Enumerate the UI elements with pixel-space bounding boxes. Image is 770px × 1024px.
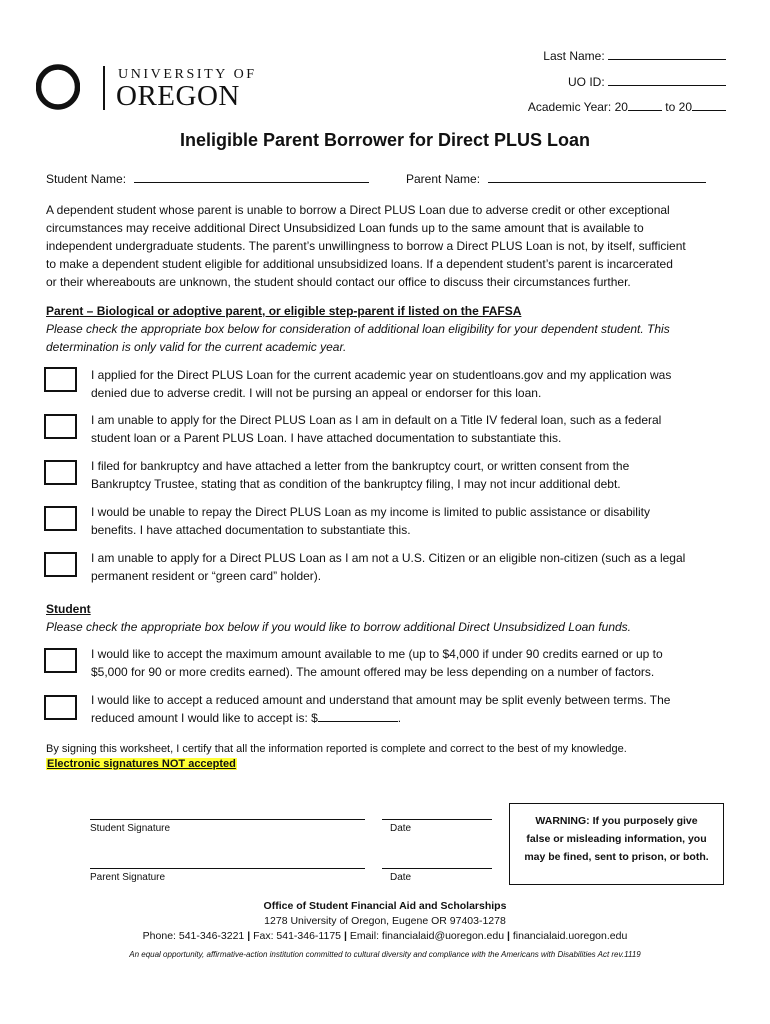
- academic-year-to-label: to 20: [665, 100, 692, 114]
- option-line: $5,000 for 90 or more credits earned). The amount offered may be less depending on a number of factors.: [91, 665, 655, 679]
- parent-section-header: [46, 302, 726, 356]
- student-option-1-checkbox[interactable]: [44, 648, 77, 673]
- parent-section-heading: Parent – Biological or adoptive parent, or eligible step-parent if listed on the FAFSA: [46, 304, 522, 318]
- last-name-label: Last Name:: [543, 49, 605, 63]
- student-name-field[interactable]: [46, 170, 369, 188]
- student-option-1-text: [91, 645, 726, 681]
- footer-phone: Phone: 541-346-3221: [142, 930, 245, 942]
- student-signature-label: Student Signature: [90, 823, 171, 834]
- intro-paragraph: [46, 201, 726, 291]
- footer-website[interactable]: financialaid.uoregon.edu: [512, 930, 628, 942]
- option-line: I am unable to apply for a Direct PLUS Loan as I am not a U.S. Citizen or an eligible non-citizen (such as a legal: [91, 551, 686, 565]
- warning-line: false or misleading information, you: [526, 833, 707, 845]
- parent-signature-line[interactable]: [90, 868, 365, 869]
- footer-separator: |: [343, 930, 347, 942]
- option-line: benefits. I have attached documentation to substantiate this.: [91, 523, 411, 537]
- intro-line: to make a dependent student eligible for additional unsubsidized loans. If a dependent student’s parent is incarcerated: [46, 257, 673, 271]
- student-option-2-checkbox[interactable]: [44, 695, 77, 720]
- option-line: I applied for the Direct PLUS Loan for the current academic year on studentloans.gov and my application was: [91, 368, 672, 382]
- parent-option-1-text: [91, 366, 726, 402]
- last-name-line[interactable]: [608, 47, 726, 60]
- logo-university-of: UNIVERSITY OF: [118, 67, 257, 82]
- academic-year-end-line[interactable]: [692, 98, 726, 111]
- option-line: denied due to adverse credit. I will not be pursing an appeal or endorser for this loan.: [91, 386, 542, 400]
- option-line: I would like to accept the maximum amount available to me (up to $4,000 if under 90 credits earned or up to: [91, 647, 663, 661]
- student-name-label: Student Name:: [46, 172, 127, 186]
- parent-name-line[interactable]: [488, 170, 706, 183]
- student-date-label: Date: [390, 823, 412, 834]
- footer-separator: |: [247, 930, 251, 942]
- parent-option-3-checkbox[interactable]: [44, 460, 77, 485]
- option-line: permanent resident or “green card” holder).: [91, 569, 322, 583]
- parent-option-1-checkbox[interactable]: [44, 367, 77, 392]
- parent-option-5-checkbox[interactable]: [44, 552, 77, 577]
- footer-address: 1278 University of Oregon, Eugene OR 97403-1278: [264, 915, 506, 927]
- option-line: student loan or a Parent PLUS Loan. I have attached documentation to substantiate this.: [91, 431, 562, 445]
- warning-line: WARNING: If you purposely give: [535, 815, 698, 827]
- uo-id-label: UO ID:: [567, 75, 605, 89]
- academic-year-field[interactable]: [528, 98, 726, 115]
- parent-date-label: Date: [390, 872, 412, 883]
- option-line: I would like to accept a reduced amount and understand that amount may be split evenly between terms. The: [91, 693, 671, 707]
- form-title: Ineligible Parent Borrower for Direct PLUS Loan: [179, 130, 591, 150]
- intro-line: A dependent student whose parent is unable to borrow a Direct PLUS Loan due to adverse credit or other exceptional: [46, 203, 670, 217]
- parent-name-label: Parent Name:: [406, 172, 481, 186]
- option-line-end: .: [397, 711, 402, 725]
- student-date-line[interactable]: [382, 819, 492, 820]
- parent-option-2-text: [91, 411, 726, 447]
- student-section-instruction: Please check the appropriate box below if you would like to borrow additional Direct Unsubsidized Loan funds.: [46, 620, 632, 634]
- logo-oregon: OREGON: [116, 80, 240, 112]
- option-line: Bankruptcy Trustee, stating that as condition of the bankruptcy filing, I may not incur additional debt.: [91, 477, 621, 491]
- footer-office: Office of Student Financial Aid and Scholarships: [263, 900, 507, 912]
- parent-option-4-text: [91, 503, 726, 539]
- parent-section-instruction: Please check the appropriate box below for consideration of additional loan eligibility for your dependent student. This: [46, 322, 670, 336]
- academic-year-label: Academic Year: 20: [527, 100, 628, 114]
- esig-notice: Electronic signatures NOT accepted: [47, 758, 236, 770]
- parent-option-4-checkbox[interactable]: [44, 506, 77, 531]
- student-section-heading: Student: [46, 602, 91, 616]
- student-name-line[interactable]: [134, 170, 369, 183]
- logo-divider: [103, 66, 105, 110]
- uo-id-field[interactable]: [568, 73, 726, 90]
- parent-section-instruction: determination is only valid for the current academic year.: [46, 340, 347, 354]
- intro-line: circumstances may receive additional Direct Unsubsidized Loan funds up to the same amount that is available to: [46, 221, 644, 235]
- option-line: I would be unable to repay the Direct PLUS Loan as my income is limited to public assistance or disability: [91, 505, 650, 519]
- parent-signature-label: Parent Signature: [90, 872, 166, 883]
- parent-option-2-checkbox[interactable]: [44, 414, 77, 439]
- parent-option-3-text: [91, 457, 726, 493]
- student-option-2-text: [91, 691, 726, 727]
- footer-contact: [0, 929, 770, 944]
- warning-box: [509, 803, 724, 885]
- option-line: reduced amount I would like to accept is: $: [91, 711, 318, 725]
- parent-name-field[interactable]: [406, 170, 706, 188]
- student-section-header: [46, 600, 726, 636]
- intro-line: independent undergraduate students. The parent’s unwillingness to borrow a Direct PLUS Loan is not, by itself, sufficient: [46, 239, 686, 253]
- reduced-amount-line: [91, 709, 726, 727]
- student-signature-line[interactable]: [90, 819, 365, 820]
- footer-fax: Fax: 541-346-1175: [253, 930, 342, 942]
- uo-id-line[interactable]: [608, 73, 726, 86]
- parent-option-5-text: [91, 549, 726, 585]
- parent-date-line[interactable]: [382, 868, 492, 869]
- certification-text: By signing this worksheet, I certify that all the information reported is complete and correct to the best of my knowledge.: [46, 743, 627, 755]
- last-name-field[interactable]: [543, 47, 726, 64]
- intro-line: or their whereabouts are unknown, the student should contact our office to discuss their circumstances further.: [46, 275, 631, 289]
- footer-separator: |: [507, 930, 510, 942]
- footer-email[interactable]: Email: financialaid@uoregon.edu: [349, 930, 505, 942]
- reduced-amount-input[interactable]: [318, 709, 398, 722]
- option-line: I am unable to apply for the Direct PLUS Loan as I am in default on a Title IV federal loan, such as a federal: [91, 413, 662, 427]
- academic-year-start-line[interactable]: [628, 98, 662, 111]
- option-line: I filed for bankruptcy and have attached a letter from the bankruptcy court, or written consent from the: [91, 459, 630, 473]
- footer-disclaimer: An equal opportunity, affirmative-action institution committed to cultural diversity and compliance with the Americans with Disabilities Act rev.1119: [129, 950, 641, 959]
- uo-logo-icon: [36, 64, 80, 110]
- warning-line: may be fined, sent to prison, or both.: [524, 851, 709, 863]
